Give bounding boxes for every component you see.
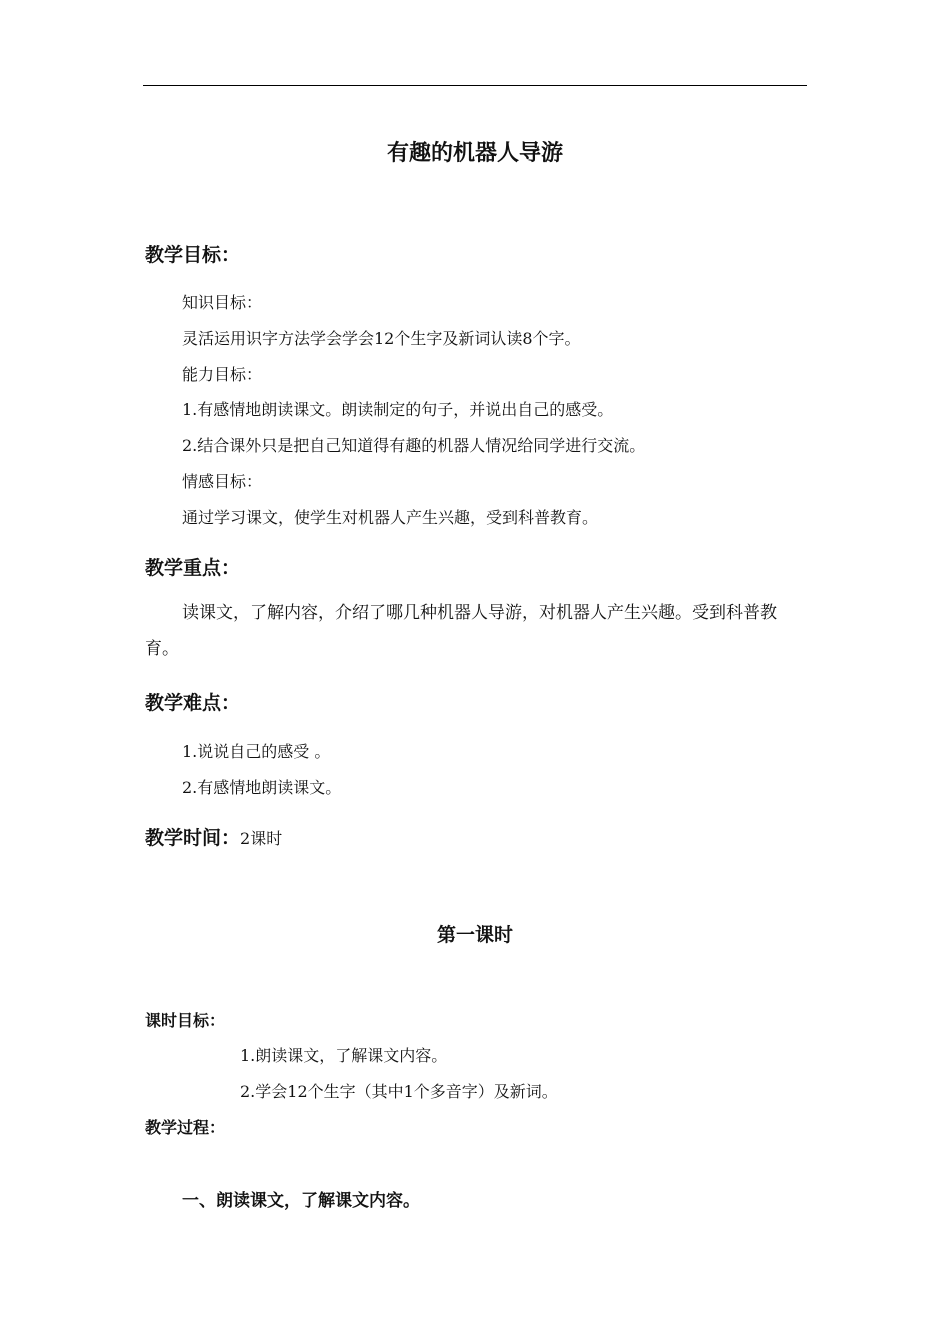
difficulty-item: 2.有感情地朗读课文。 [182, 778, 342, 797]
ability-label: 能力目标： [182, 365, 263, 384]
ability-item: 1.有感情地朗读课文。朗读制定的句子，并说出自己的感受。 [182, 400, 614, 419]
emotion-label: 情感目标： [182, 472, 263, 491]
key-points-text: 读课文，了解内容，介绍了哪几种机器人导游，对机器人产生兴趣。受到科普教育。 [145, 603, 777, 659]
objectives-heading: 教学目标： [145, 244, 241, 266]
difficulties-heading: 教学难点： [145, 692, 241, 714]
ability-item: 2.结合课外只是把自己知道得有趣的机器人情况给同学进行交流。 [182, 436, 646, 455]
time-value: 2课时 [240, 829, 283, 848]
step1-heading: 一、朗读课文，了解课文内容。 [182, 1191, 420, 1211]
key-points-heading: 教学重点： [145, 557, 241, 579]
knowledge-text: 灵活运用识字方法学会学会12个生字及新词认读8个字。 [182, 329, 581, 348]
knowledge-label: 知识目标： [182, 293, 263, 312]
lesson1-heading: 第一课时 [436, 924, 513, 946]
time-line [145, 823, 282, 850]
emotion-text: 通过学习课文，使学生对机器人产生兴趣，受到科普教育。 [182, 508, 599, 527]
difficulty-item: 1.说说自己的感受 。 [182, 742, 331, 761]
header-rule [143, 85, 807, 86]
time-heading: 教学时间： [145, 827, 241, 849]
process-label: 教学过程： [145, 1118, 226, 1137]
lesson-goal-label: 课时目标： [145, 1011, 226, 1030]
lesson-goal-item: 1.朗读课文，了解课文内容。 [240, 1046, 448, 1065]
document-title: 有趣的机器人导游 [386, 141, 563, 166]
lesson-goal-item: 2.学会12个生字（其中1个多音字）及新词。 [240, 1082, 558, 1101]
